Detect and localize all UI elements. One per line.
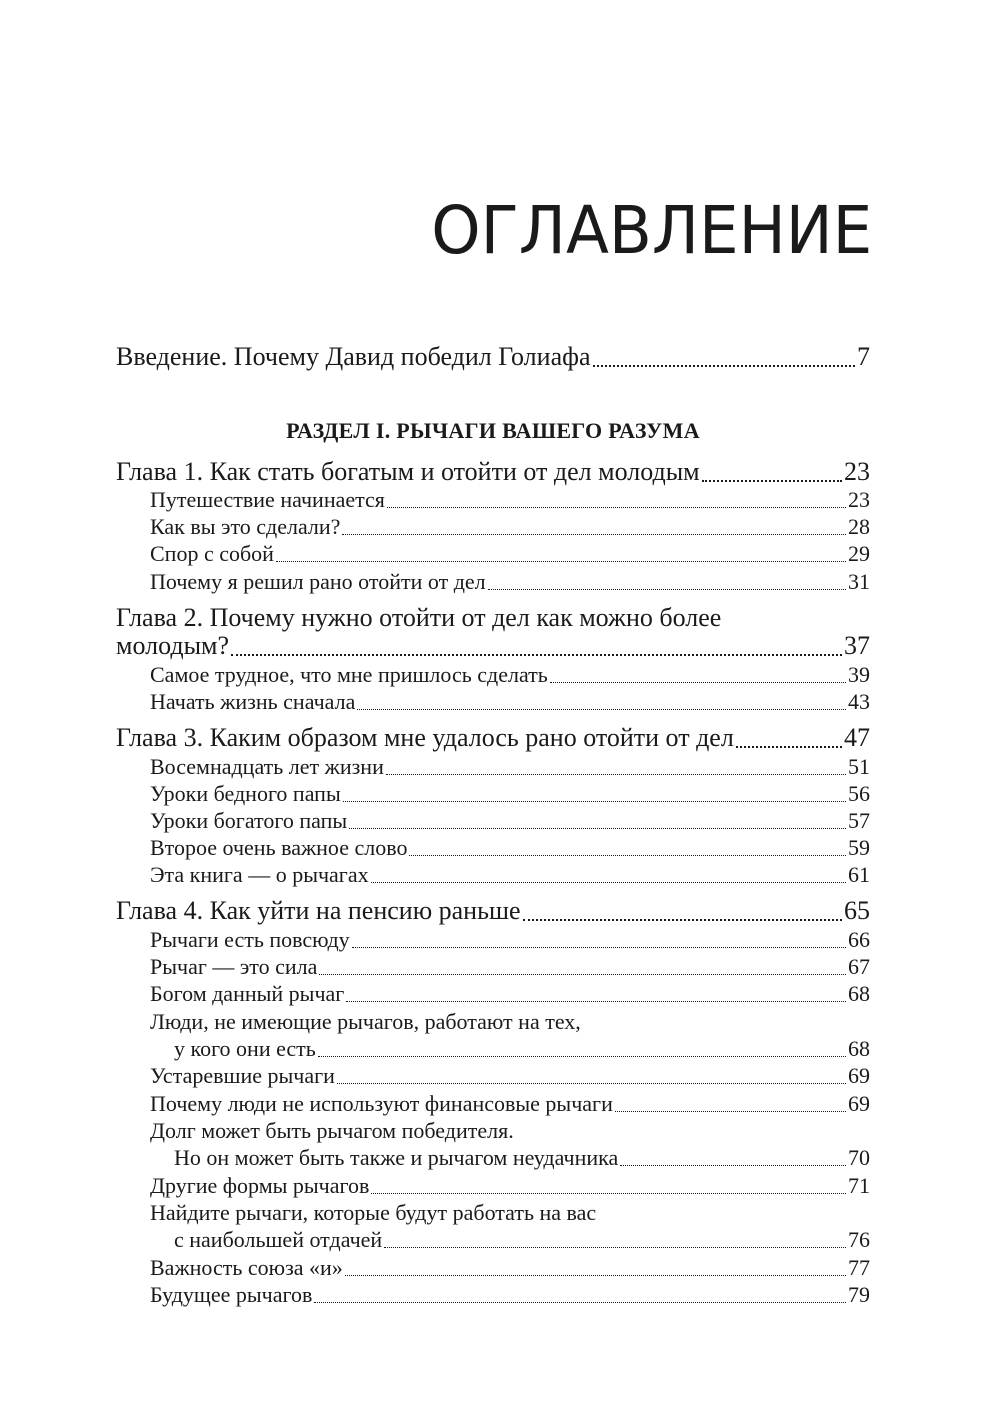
toc-entry-title: Люди, не имеющие рычагов, работают на тех, (150, 1009, 581, 1034)
toc-entry-page: 7 (857, 342, 870, 371)
toc-entry-title: Почему люди не используют финансовые рычаги (150, 1091, 613, 1116)
toc-entry-page: 28 (848, 514, 870, 539)
toc-entry-title: Путешествие начинается (150, 487, 385, 512)
toc-entry-page: 57 (848, 808, 870, 833)
toc-subentry[interactable] (116, 664, 870, 686)
dot-leader (523, 898, 843, 924)
toc-entry-title: Рычаги есть повсюду (150, 927, 350, 952)
dot-leader (593, 344, 856, 370)
toc-subentry[interactable] (116, 1229, 870, 1251)
toc-entry-intro[interactable] (116, 344, 870, 370)
toc-subentry[interactable] (116, 1093, 870, 1115)
toc-entry-page: 70 (848, 1145, 870, 1170)
dot-leader (352, 929, 846, 951)
toc-chapter-1[interactable] (116, 459, 870, 485)
toc-entry-title: Рычаг — это сила (150, 954, 318, 979)
toc-entry-title: Глава 3. Каким образом мне удалось рано отойти от дел (116, 723, 734, 752)
toc-entry-title: Почему я решил рано отойти от дел (150, 569, 486, 594)
dot-leader (488, 571, 846, 593)
toc-entry-title: Уроки богатого папы (150, 808, 348, 833)
toc-subentry[interactable] (116, 516, 870, 538)
toc-chapter-2-line1[interactable] (116, 605, 870, 631)
toc-entry-title: Долг может быть рычагом победителя. (150, 1118, 514, 1143)
toc-entry-page: 39 (848, 662, 870, 687)
toc-entry-page: 23 (844, 457, 870, 486)
toc-subentry[interactable] (116, 691, 870, 713)
toc-entry-page: 61 (848, 862, 870, 887)
toc-entry-page: 29 (848, 541, 870, 566)
dot-leader (357, 691, 846, 713)
toc-entry-page: 76 (848, 1227, 870, 1252)
toc-entry-title: Эта книга — о рычагах (150, 862, 369, 887)
dot-leader (276, 543, 846, 565)
toc-subentry-line1[interactable] (116, 1202, 870, 1224)
page-title: ОГЛАВЛЕНИЕ (430, 192, 872, 269)
toc-subentry[interactable] (116, 929, 870, 951)
toc-entry-title: Важность союза «и» (150, 1255, 343, 1280)
dot-leader (314, 1284, 846, 1306)
toc-chapter-4[interactable] (116, 898, 870, 924)
toc-entry-title-continuation: молодым? (116, 631, 230, 660)
dot-leader (345, 1257, 846, 1279)
dot-leader (349, 810, 846, 832)
section-heading: РАЗДЕЛ I. РЫЧАГИ ВАШЕГО РАЗУМА (286, 418, 700, 443)
toc-subentry-line1[interactable] (116, 1011, 870, 1033)
dot-leader (736, 725, 842, 751)
dot-leader (371, 1175, 846, 1197)
toc-subentry[interactable] (116, 543, 870, 565)
toc-entry-page: 43 (848, 689, 870, 714)
dot-leader (409, 837, 846, 859)
toc-entry-page: 59 (848, 835, 870, 860)
toc-subentry[interactable] (116, 983, 870, 1005)
toc-entry-page: 47 (844, 723, 870, 752)
toc-subentry[interactable] (116, 1175, 870, 1197)
toc-entry-page: 51 (848, 754, 870, 779)
dot-leader (620, 1147, 846, 1169)
toc-entry-title: Найдите рычаги, которые будут работать на вас (150, 1200, 597, 1225)
toc-entry-title: Самое трудное, что мне пришлось сделать (150, 662, 548, 687)
toc-entry-page: 68 (848, 1036, 870, 1061)
dot-leader (615, 1093, 846, 1115)
dot-leader (702, 459, 842, 485)
dot-leader (231, 633, 842, 659)
toc-subentry[interactable] (116, 837, 870, 859)
dot-leader (318, 1038, 846, 1060)
toc-subentry[interactable] (116, 1257, 870, 1279)
dot-leader (342, 516, 846, 538)
dot-leader (346, 983, 846, 1005)
toc-entry-title: Введение. Почему Давид победил Голиафа (116, 342, 591, 371)
toc-entry-title: Другие формы рычагов (150, 1173, 370, 1198)
toc-entry-page: 37 (844, 631, 870, 660)
dot-leader (319, 956, 846, 978)
toc-subentry[interactable] (116, 864, 870, 886)
toc-entry-title: Спор с собой (150, 541, 274, 566)
toc-subentry[interactable] (116, 756, 870, 778)
toc-subentry[interactable] (116, 956, 870, 978)
toc-entry-page: 69 (848, 1091, 870, 1116)
toc-subentry[interactable] (116, 1147, 870, 1169)
toc-subentry[interactable] (116, 783, 870, 805)
dot-leader (386, 756, 846, 778)
toc-subentry-line1[interactable] (116, 1120, 870, 1142)
toc-entry-page: 56 (848, 781, 870, 806)
toc-entry-page: 68 (848, 981, 870, 1006)
toc-entry-title: Глава 4. Как уйти на пенсию раньше (116, 896, 521, 925)
dot-leader (343, 783, 846, 805)
toc-subentry[interactable] (116, 571, 870, 593)
toc-chapter-3[interactable] (116, 725, 870, 751)
toc-entry-page: 67 (848, 954, 870, 979)
toc-entry-page: 31 (848, 569, 870, 594)
toc-entry-title: Глава 1. Как стать богатым и отойти от дел молодым (116, 457, 700, 486)
toc-entry-title-continuation: Но он может быть также и рычагом неудачника (174, 1145, 619, 1170)
toc-subentry[interactable] (116, 1284, 870, 1306)
toc-chapter-2[interactable] (116, 633, 870, 659)
toc-entry-title: Богом данный рычаг (150, 981, 345, 1006)
toc-entry-page: 65 (844, 896, 870, 925)
toc-entry-title: Уроки бедного папы (150, 781, 341, 806)
toc-entry-title: Как вы это сделали? (150, 514, 341, 539)
toc-entry-page: 71 (848, 1173, 870, 1198)
toc-subentry[interactable] (116, 1038, 870, 1060)
toc-entry-page: 69 (848, 1063, 870, 1088)
toc-subentry[interactable] (116, 1065, 870, 1087)
toc-entry-title: Глава 2. Почему нужно отойти от дел как можно более (116, 603, 722, 632)
toc-entry-title-continuation: у кого они есть (174, 1036, 316, 1061)
toc-entry-page: 66 (848, 927, 870, 952)
toc-entry-page: 23 (848, 487, 870, 512)
toc-entry-title: Устаревшие рычаги (150, 1063, 335, 1088)
toc-entry-title: Второе очень важное слово (150, 835, 408, 860)
dot-leader (384, 1229, 846, 1251)
toc-entry-title: Будущее рычагов (150, 1282, 313, 1307)
toc-entry-page: 79 (848, 1282, 870, 1307)
toc-subentry[interactable] (116, 810, 870, 832)
toc-entry-page: 77 (848, 1255, 870, 1280)
dot-leader (550, 664, 846, 686)
toc-entry-title: Начать жизнь сначала (150, 689, 356, 714)
dot-leader (337, 1065, 846, 1087)
dot-leader (387, 489, 846, 511)
dot-leader (371, 864, 846, 886)
toc-subentry[interactable] (116, 489, 870, 511)
toc-entry-title-continuation: с наибольшей отдачей (174, 1227, 383, 1252)
table-of-contents (116, 0, 870, 1428)
toc-entry-title: Восемнадцать лет жизни (150, 754, 384, 779)
